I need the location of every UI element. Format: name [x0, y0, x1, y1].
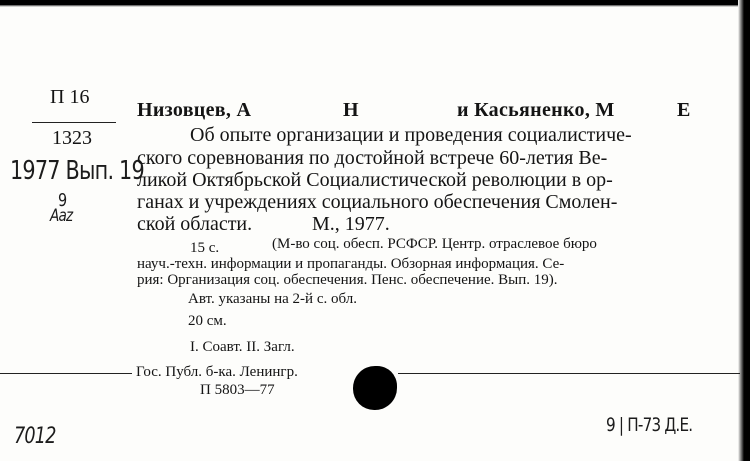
library-rule-right [398, 373, 740, 374]
author-first: Низовцев, А [137, 99, 252, 121]
authors-note: Авт. указаны на 2-й с. обл. [188, 291, 357, 307]
title-line-3: ликой Октябрьской Социалистической революции в ор- [137, 169, 613, 191]
imprint: М., 1977. [312, 213, 390, 235]
title-line-5: ской области. [137, 213, 253, 235]
title-line-2: ского соревнования по достойной встрече 60-летия Ве- [137, 147, 608, 169]
title-line-4: ганах и учреждениях социального обеспечения Смолен- [137, 191, 618, 213]
author-first-initial: Н [343, 99, 359, 121]
size: 20 см. [188, 313, 227, 329]
shelf-mark-bottom: 1323 [52, 127, 92, 149]
handwritten-mark: 9 [58, 190, 67, 211]
note-line-2: науч.-техн. информации и пропаганды. Обзорная информация. Се- [137, 256, 565, 272]
library-name: Гос. Публ. б-ка. Ленингр. [136, 364, 298, 380]
title-line-1: Об опыте организации и проведения социалистиче- [190, 124, 632, 146]
handwritten-bottom-left: 7012 [14, 424, 56, 449]
pages: 15 с. [190, 240, 220, 256]
handwritten-scribble: Aaz [50, 206, 73, 226]
shelf-mark-divider [32, 122, 116, 123]
card-right-edge [738, 0, 750, 461]
author-second: и Касьяненко, М [457, 99, 615, 121]
shelf-mark-top: П 16 [50, 86, 90, 108]
order-number: П 5803—77 [200, 382, 275, 398]
tracings: I. Соавт. II. Загл. [190, 339, 295, 355]
note-line-3: рия: Организация соц. обеспечения. Пенс. обеспечение. Вып. 19). [137, 272, 558, 288]
ink-blot [353, 366, 397, 410]
card-top-edge [0, 0, 750, 7]
library-rule-left [0, 373, 132, 374]
handwritten-bottom-right: 9 | П-73 Д.Е. [606, 414, 693, 436]
handwritten-issue-note: 1977 Вып. 19 [10, 156, 144, 186]
author-second-initial: Е [677, 99, 691, 121]
note-line-1: (М-во соц. обесп. РСФСР. Центр. отраслевое бюро [272, 236, 597, 252]
